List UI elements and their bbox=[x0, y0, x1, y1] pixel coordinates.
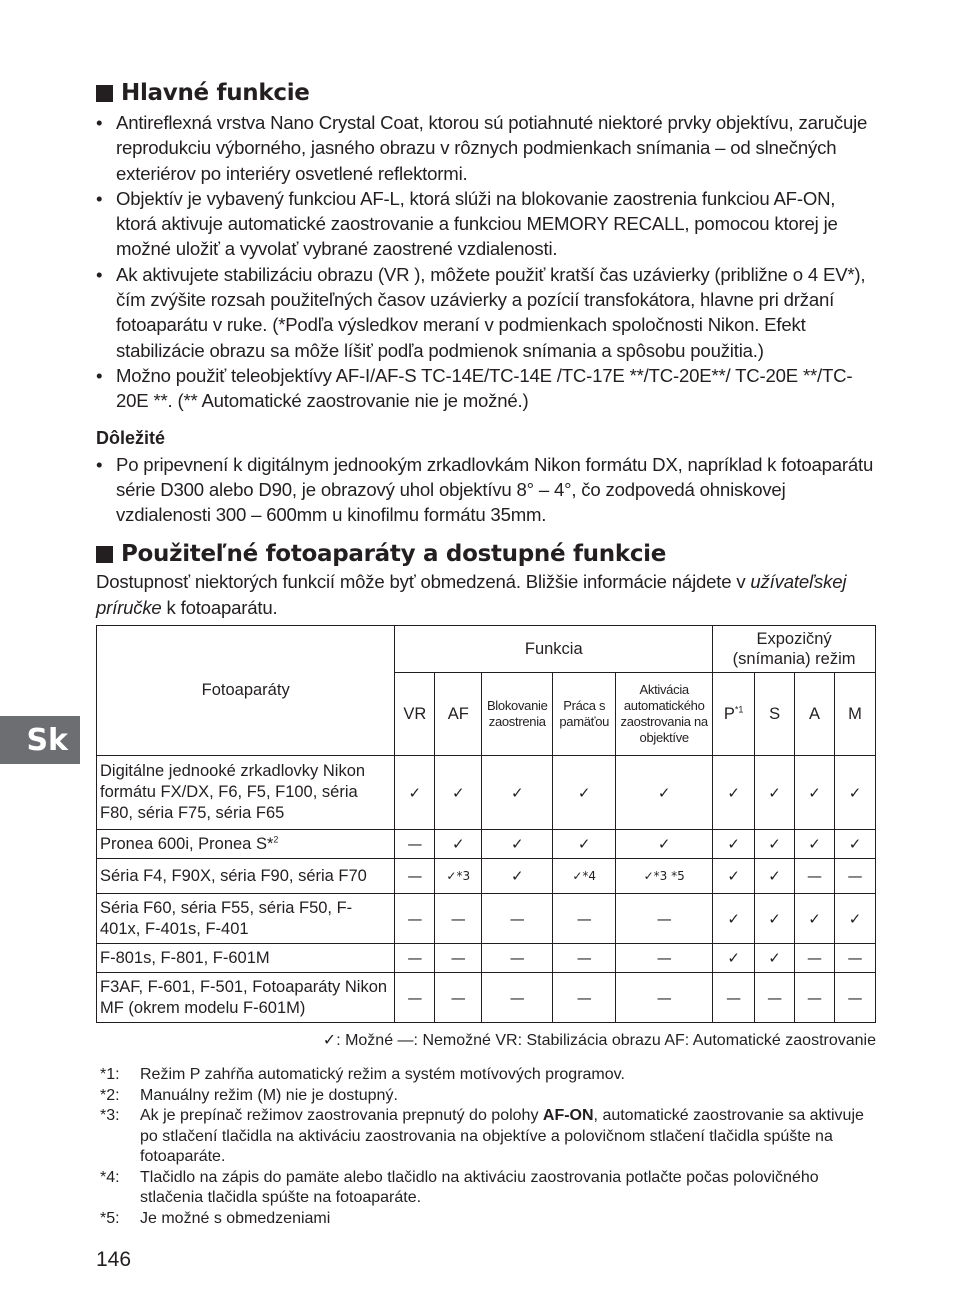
table-cell: — bbox=[435, 973, 482, 1023]
table-cell: ✓ bbox=[713, 756, 755, 830]
table-body bbox=[97, 756, 876, 1023]
camera-name: F-801s, F-801, F-601M bbox=[97, 944, 395, 973]
camera-name: F3AF, F-601, F-501, Fotoaparáty Nikon MF (okrem modelu F-601M) bbox=[97, 973, 395, 1023]
table-cell: ✓*3 bbox=[435, 859, 482, 894]
table-cell: ✓ bbox=[553, 830, 616, 859]
table-row bbox=[97, 973, 876, 1023]
table-cell: — bbox=[395, 944, 435, 973]
table-cell: — bbox=[395, 894, 435, 944]
table-cell: — bbox=[395, 830, 435, 859]
table-cell: ✓ bbox=[395, 756, 435, 830]
table-row bbox=[97, 859, 876, 894]
table-cell: ✓ bbox=[482, 830, 553, 859]
table-cell: ✓ bbox=[482, 859, 553, 894]
compatibility-table bbox=[96, 625, 876, 1023]
table-cell: ✓ bbox=[834, 756, 875, 830]
section-main-features bbox=[96, 78, 876, 527]
table-cell: — bbox=[553, 973, 616, 1023]
table-cell: — bbox=[755, 973, 795, 1023]
header-cameras: Fotoaparáty bbox=[97, 626, 395, 756]
table-cell: ✓ bbox=[616, 756, 713, 830]
page-content bbox=[96, 78, 876, 1229]
header-exposure-mode: Expozičný (snímania) režim bbox=[713, 626, 876, 673]
footnotes bbox=[96, 1065, 876, 1229]
table-cell: ✓ bbox=[834, 894, 875, 944]
list-item: • Možno použiť teleobjektívy AF-I/AF-S TC-14E/TC-14E /TC-17E **/TC-20E**/ TC-20E **/TC-20E **. (** Automatické zaostrovanie nie je možné.) bbox=[96, 364, 853, 412]
important-list bbox=[96, 452, 876, 528]
table-cell: ✓ bbox=[755, 830, 795, 859]
table-cell: — bbox=[616, 944, 713, 973]
table-cell: — bbox=[395, 859, 435, 894]
intro-paragraph: Dostupnosť niektorých funkcií môže byť obmedzená. Bližšie informácie nájdete v užívateľskej príručke k fotoaparátu. bbox=[96, 571, 847, 618]
header-vr: VR bbox=[395, 673, 435, 756]
table-cell: — bbox=[553, 944, 616, 973]
header-memory: Práca s pamäťou bbox=[553, 673, 616, 756]
table-cell: — bbox=[834, 973, 875, 1023]
table-cell: — bbox=[482, 973, 553, 1023]
square-bullet-icon bbox=[96, 85, 113, 102]
table-cell: ✓ bbox=[482, 756, 553, 830]
table-cell: — bbox=[482, 894, 553, 944]
table-row bbox=[97, 894, 876, 944]
table-row bbox=[97, 830, 876, 859]
table-cell: — bbox=[435, 944, 482, 973]
header-p: $P^{*1}$ bbox=[713, 673, 755, 756]
footnote: *5: Je možné s obmedzeniami bbox=[100, 1209, 331, 1227]
table-cell: — bbox=[553, 894, 616, 944]
section-compatible-cameras bbox=[96, 539, 876, 1229]
table-cell: ✓ bbox=[713, 944, 755, 973]
table-row bbox=[97, 756, 876, 830]
table-cell: — bbox=[482, 944, 553, 973]
camera-name: Pronea 600i, Pronea S*$^2$ bbox=[97, 830, 395, 859]
table-cell: ✓ bbox=[713, 830, 755, 859]
table-cell: — bbox=[435, 894, 482, 944]
header-af-activation: Aktivácia automatického zaostrovania na objektíve bbox=[616, 673, 713, 756]
section-title: Použiteľné fotoaparáty a dostupné funkcie bbox=[96, 539, 876, 569]
table-cell: — bbox=[795, 859, 835, 894]
table-cell: ✓ bbox=[435, 830, 482, 859]
table-cell: ✓ bbox=[755, 859, 795, 894]
header-m: M bbox=[834, 673, 875, 756]
table-cell: — bbox=[795, 944, 835, 973]
list-item: • Ak aktivujete stabilizáciu obrazu (VR ), môžete použiť kratší čas uzávierky (približne o 4 EV*), čím zvýšite rozsah použiteľných časov uzávierky a pozícií transfokátora, hlavne pri držaní fotoaparátu v ruke. (*Podľa výsledkov meraní v podmienkach spoločnosti Nikon. Efekt stabilizácie obrazu sa môže líšiť podľa podmienok snímania a spôsobu použitia.) bbox=[96, 263, 866, 361]
camera-name: Digitálne jednooké zrkadlovky Nikon formátu FX/DX, F6, F5, F100, séria F80, séria F75, séria F65 bbox=[97, 756, 395, 830]
table-cell: — bbox=[616, 894, 713, 944]
header-a: A bbox=[795, 673, 835, 756]
table-cell: ✓ bbox=[755, 756, 795, 830]
table-cell: ✓ bbox=[713, 859, 755, 894]
list-item: • Po pripevnení k digitálnym jednookým zrkadlovkám Nikon formátu DX, napríklad k fotoaparátu série D300 alebo D90, je obrazový uhol objektívu 8° – 4°, čo zodpovedá ohniskovej vzdialenosti 300 – 600mm u kinofilmu formátu 35mm. bbox=[96, 453, 874, 526]
language-tab: Sk bbox=[0, 716, 80, 764]
table-cell: ✓ bbox=[795, 756, 835, 830]
table-cell: ✓ bbox=[553, 756, 616, 830]
camera-name: Séria F60, séria F55, séria F50, F-401x, F-401s, F-401 bbox=[97, 894, 395, 944]
footnote: *1: Režim P zahŕňa automatický režim a systém motívových programov. bbox=[100, 1066, 625, 1084]
page-number: 146 bbox=[96, 1248, 132, 1271]
header-s: S bbox=[755, 673, 795, 756]
table-cell: ✓*4 bbox=[553, 859, 616, 894]
table-cell: ✓ bbox=[755, 944, 795, 973]
table-cell: — bbox=[795, 973, 835, 1023]
table-cell: — bbox=[834, 944, 875, 973]
table-cell: ✓ bbox=[795, 894, 835, 944]
section-title: Hlavné funkcie bbox=[96, 78, 876, 108]
list-item: • Antireflexná vrstva Nano Crystal Coat, ktorou sú potiahnuté niektoré prvky objektívu, zaručuje reprodukciu výborného, jasného obrazu v rôznych podmienkach snímania – od slnečných exteriérov po interiéry osvetlené reflektormi. bbox=[96, 112, 868, 184]
footnote: *3: Ak je prepínač režimov zaostrovania prepnutý do polohy AF-ON, automatické zaostrovanie sa aktivuje po stlačení tlačidla na aktiváciu zaostrovania na objektíve a polovičnom stlačení tlačidla spúšte na fotoaparáte. bbox=[100, 1107, 864, 1166]
table-cell: ✓ bbox=[795, 830, 835, 859]
table-cell: — bbox=[616, 973, 713, 1023]
footnote: *4: Tlačidlo na zápis do pamäte alebo tlačidlo na aktiváciu zaostrovania potlačte počas polovičného stlačenia tlačidla spúšte na fotoaparáte. bbox=[100, 1168, 819, 1207]
table-cell: ✓*3 *5 bbox=[616, 859, 713, 894]
list-item: • Objektív je vybavený funkciou AF-L, ktorá slúži na blokovanie zaostrenia funkciou AF-ON, ktorá aktivuje automatické zaostrovanie a funkciou MEMORY RECALL, pomocou ktorej je možné uložiť a vyvolať vybrané zaostrené vzdialenosti. bbox=[96, 187, 838, 260]
header-functions: Funkcia bbox=[395, 626, 713, 673]
footnote: *2: Manuálny režim (M) nie je dostupný. bbox=[100, 1086, 398, 1104]
table-cell: ✓ bbox=[834, 830, 875, 859]
important-heading: Dôležité bbox=[96, 427, 166, 448]
header-focus-lock: Blokovanie zaostrenia bbox=[482, 673, 553, 756]
header-af: AF bbox=[435, 673, 482, 756]
table-cell: ✓ bbox=[435, 756, 482, 830]
table-cell: — bbox=[395, 973, 435, 1023]
feature-list bbox=[96, 110, 876, 414]
camera-name: Séria F4, F90X, séria F90, séria F70 bbox=[97, 859, 395, 894]
table-row bbox=[97, 944, 876, 973]
table-cell: ✓ bbox=[616, 830, 713, 859]
table-cell: ✓ bbox=[755, 894, 795, 944]
table-cell: — bbox=[834, 859, 875, 894]
table-legend: ✓: Možné —: Nemožné VR: Stabilizácia obrazu AF: Automatické zaostrovanie bbox=[322, 1032, 876, 1050]
table-cell: ✓ bbox=[713, 894, 755, 944]
square-bullet-icon bbox=[96, 546, 113, 563]
table-cell: — bbox=[713, 973, 755, 1023]
